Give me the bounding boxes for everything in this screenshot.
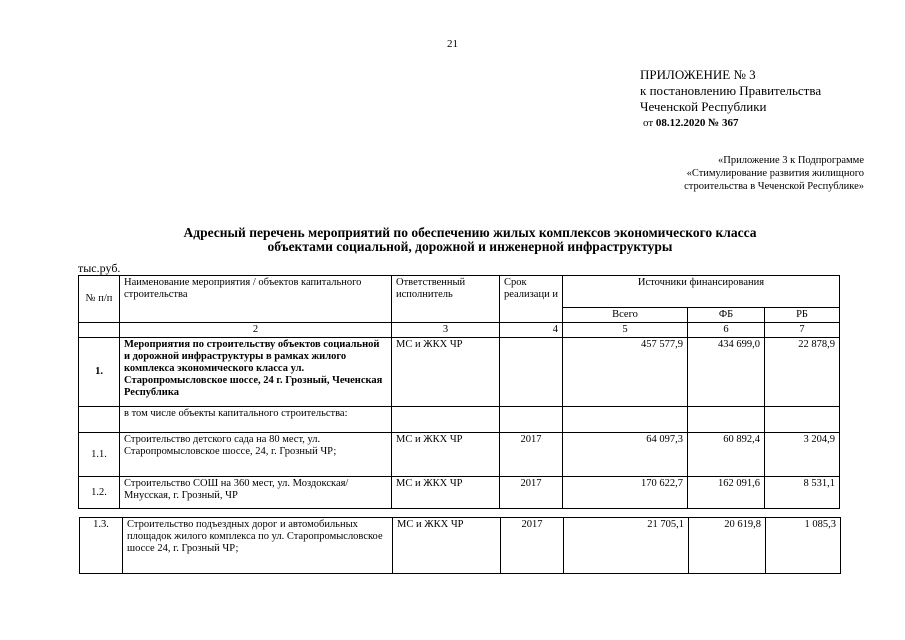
column-number: 6 <box>688 323 765 338</box>
row-executor: МС и ЖКХ ЧР <box>392 477 500 509</box>
title-line-1: Адресный перечень мероприятий по обеспечению жилых комплексов экономического класса <box>183 225 757 240</box>
subprogram-reference <box>600 154 864 193</box>
column-numbers-row <box>79 323 840 338</box>
table-row <box>79 477 840 509</box>
row-executor: МС и ЖКХ ЧР <box>392 338 500 407</box>
page-number: 21 <box>447 38 458 50</box>
table-header-row <box>79 276 840 308</box>
row-rb: 22 878,9 <box>765 338 840 407</box>
funding-table <box>78 275 840 509</box>
row-name: Мероприятия по строительству объектов социальной и дорожной инфраструктуры в рамках жилого комплекса экономического класса ул. Старопромысловское шоссе, 24 г. Грозный, Чеченская Республика <box>120 338 392 407</box>
row-num: 1.3. <box>80 518 123 574</box>
appendix-title: ПРИЛОЖЕНИЕ № 3 <box>640 67 756 82</box>
funding-table-continuation <box>79 517 841 574</box>
row-total: 64 097,3 <box>563 433 688 477</box>
row-fb: 162 091,6 <box>688 477 765 509</box>
row-name: Строительство подъездных дорог и автомобильных площадок жилого комплекса по ул. Старопромысловское шоссе 24, г. Грозный ЧР; <box>123 518 393 574</box>
table-row <box>79 338 840 407</box>
row-term: 2017 <box>500 477 563 509</box>
row-fb: 434 699,0 <box>688 338 765 407</box>
row-num: 1. <box>79 338 120 407</box>
row-rb <box>765 407 840 433</box>
row-rb: 3 204,9 <box>765 433 840 477</box>
header-name: Наименование мероприятия / объектов капитального строительства <box>120 276 392 323</box>
row-name: в том числе объекты капитального строительства: <box>120 407 392 433</box>
row-fb: 20 619,8 <box>689 518 766 574</box>
row-fb: 60 892,4 <box>688 433 765 477</box>
header-sources: Источники финансирования <box>563 276 840 308</box>
appendix-header <box>640 67 821 131</box>
column-number: 3 <box>392 323 500 338</box>
header-executor: Ответственный исполнитель <box>392 276 500 323</box>
column-number-1 <box>79 323 120 338</box>
subprogram-line-3: строительства в Чеченской Республике» <box>684 181 864 192</box>
row-fb <box>688 407 765 433</box>
table-row <box>80 518 841 574</box>
header-term: Срок реализаци и <box>500 276 563 323</box>
title-line-2: объектами социальной, дорожной и инженерной инфраструктуры <box>267 239 673 254</box>
appendix-date <box>640 115 821 131</box>
row-executor: МС и ЖКХ ЧР <box>392 433 500 477</box>
date-prefix: от <box>643 117 654 129</box>
date-value: 08.12.2020 № 367 <box>655 117 739 129</box>
table-row <box>79 433 840 477</box>
row-num: 1.1. <box>79 433 120 477</box>
row-total <box>563 407 688 433</box>
document-title <box>110 226 830 254</box>
row-rb: 1 085,3 <box>766 518 841 574</box>
row-total: 457 577,9 <box>563 338 688 407</box>
row-num: 1.2. <box>79 477 120 509</box>
table-row <box>79 407 840 433</box>
row-term: 2017 <box>501 518 564 574</box>
units-label: тыс.руб. <box>78 261 121 275</box>
column-number: 5 <box>563 323 688 338</box>
header-fb: ФБ <box>688 308 765 323</box>
appendix-line-3: Чеченской Республики <box>640 99 767 114</box>
subprogram-line-1: «Приложение 3 к Подпрограмме <box>718 155 864 166</box>
row-name: Строительство детского сада на 80 мест, ул. Старопромысловское шоссе, 24, г. Грозный ЧР; <box>120 433 392 477</box>
column-number: 4 <box>500 323 563 338</box>
subprogram-line-2: «Стимулирование развития жилищного <box>686 168 864 179</box>
header-num: № п/п <box>79 276 120 323</box>
header-rb: РБ <box>765 308 840 323</box>
row-total: 170 622,7 <box>563 477 688 509</box>
row-term: 2017 <box>500 433 563 477</box>
row-term <box>500 407 563 433</box>
appendix-line-2: к постановлению Правительства <box>640 83 822 98</box>
row-rb: 8 531,1 <box>765 477 840 509</box>
row-name: Строительство СОШ на 360 мест, ул. Моздокская/ Мнусская, г. Грозный, ЧР <box>120 477 392 509</box>
column-number: 7 <box>765 323 840 338</box>
column-number: 2 <box>120 323 392 338</box>
row-executor: МС и ЖКХ ЧР <box>393 518 501 574</box>
row-term <box>500 338 563 407</box>
row-executor <box>392 407 500 433</box>
row-num <box>79 407 120 433</box>
row-total: 21 705,1 <box>564 518 689 574</box>
header-total: Всего <box>563 308 688 323</box>
